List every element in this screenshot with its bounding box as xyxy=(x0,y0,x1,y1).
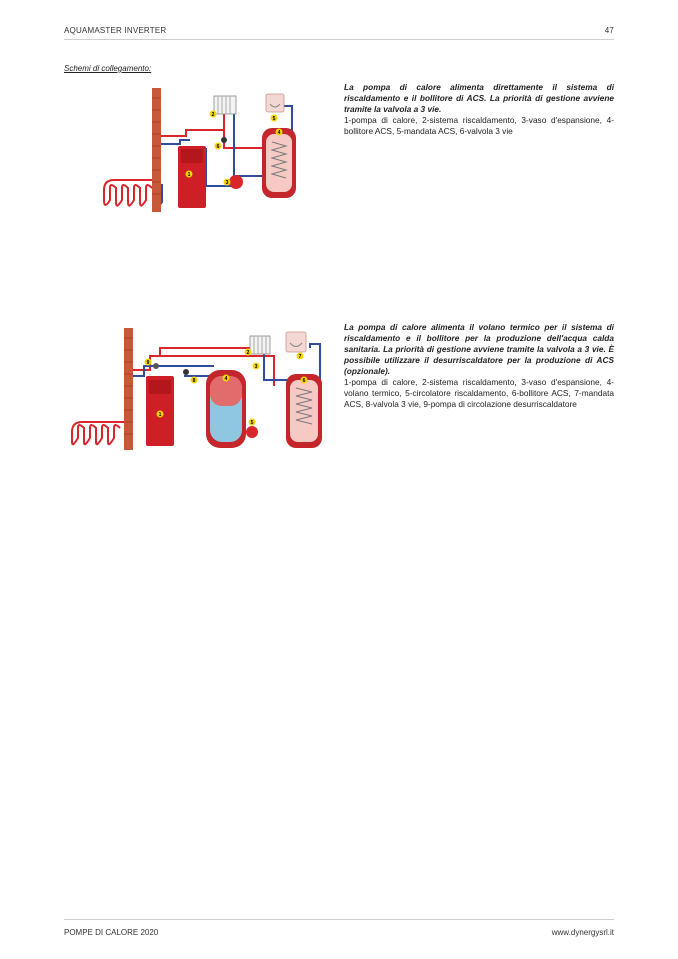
footer-rule xyxy=(64,919,614,920)
svg-text:8: 8 xyxy=(192,378,196,384)
svg-text:4: 4 xyxy=(224,376,228,382)
marker-5 xyxy=(271,115,278,123)
svg-text:2: 2 xyxy=(246,350,250,356)
scheme-2-text xyxy=(344,322,614,410)
marker-8 xyxy=(191,377,198,385)
scheme-2-lead: La pompa di calore alimenta il volano termico per il sistema di riscaldamento e il bollitore per la produzione dell'acqua calda sanitaria. La priorità di gestione avviene tramite la valvola a 3 vie. È possibile utilizzare il desurriscaldatore per la produzione di ACS (opzionale). xyxy=(344,322,614,376)
header-rule xyxy=(64,39,614,40)
marker-1 xyxy=(157,411,164,419)
svg-text:9: 9 xyxy=(146,360,150,366)
footer-website: www.dynergysrl.it xyxy=(551,928,614,937)
page-header xyxy=(64,26,614,40)
marker-4 xyxy=(223,375,230,383)
marker-2 xyxy=(245,349,252,357)
svg-text:5: 5 xyxy=(250,420,254,426)
svg-text:6: 6 xyxy=(302,378,306,384)
section-title: Schemi di collegamento: xyxy=(64,64,152,73)
marker-1 xyxy=(186,171,193,179)
marker-7 xyxy=(297,353,304,361)
scheme-1-legend: 1-pompa di calore, 2-sistema riscaldamento, 3-vaso d'espansione, 4-bollitore ACS, 5-mandata ACS, 6-valvola 3 vie xyxy=(344,115,614,136)
scheme-2-legend: 1-pompa di calore, 2-sistema riscaldamento, 3-vaso d'espansione, 4-volano termico, 5-circolatore riscaldamento, 6-bollitore ACS, 7-mandata ACS, 8-valvola 3 vie, 9-pompa di circolazione desurriscaldatore xyxy=(344,377,614,409)
svg-text:4: 4 xyxy=(277,130,281,136)
scheme-1-markers xyxy=(96,88,306,213)
scheme-2-markers xyxy=(64,326,326,450)
svg-text:3: 3 xyxy=(254,364,258,370)
marker-5 xyxy=(249,419,256,427)
svg-text:3: 3 xyxy=(225,180,229,186)
svg-text:7: 7 xyxy=(298,354,302,360)
footer-title: POMPE DI CALORE 2020 xyxy=(64,928,159,937)
svg-text:2: 2 xyxy=(211,112,215,118)
marker-2 xyxy=(210,111,217,119)
svg-text:5: 5 xyxy=(272,116,276,122)
header-title: AQUAMASTER INVERTER xyxy=(64,26,167,35)
scheme-1-text xyxy=(344,82,614,137)
scheme-1-lead: La pompa di calore alimenta direttamente il sistema di riscaldamento e il bollitore di ACS. La priorità di gestione avviene tramite la valvola a 3 vie. xyxy=(344,82,614,114)
svg-text:1: 1 xyxy=(158,412,162,418)
svg-text:1: 1 xyxy=(187,172,191,178)
marker-3 xyxy=(253,363,260,371)
marker-6 xyxy=(301,377,308,385)
marker-4 xyxy=(276,129,283,137)
marker-9 xyxy=(145,359,152,367)
page-number: 47 xyxy=(604,26,614,35)
svg-text:6: 6 xyxy=(216,144,220,150)
marker-3 xyxy=(224,179,231,187)
marker-6 xyxy=(215,143,222,151)
